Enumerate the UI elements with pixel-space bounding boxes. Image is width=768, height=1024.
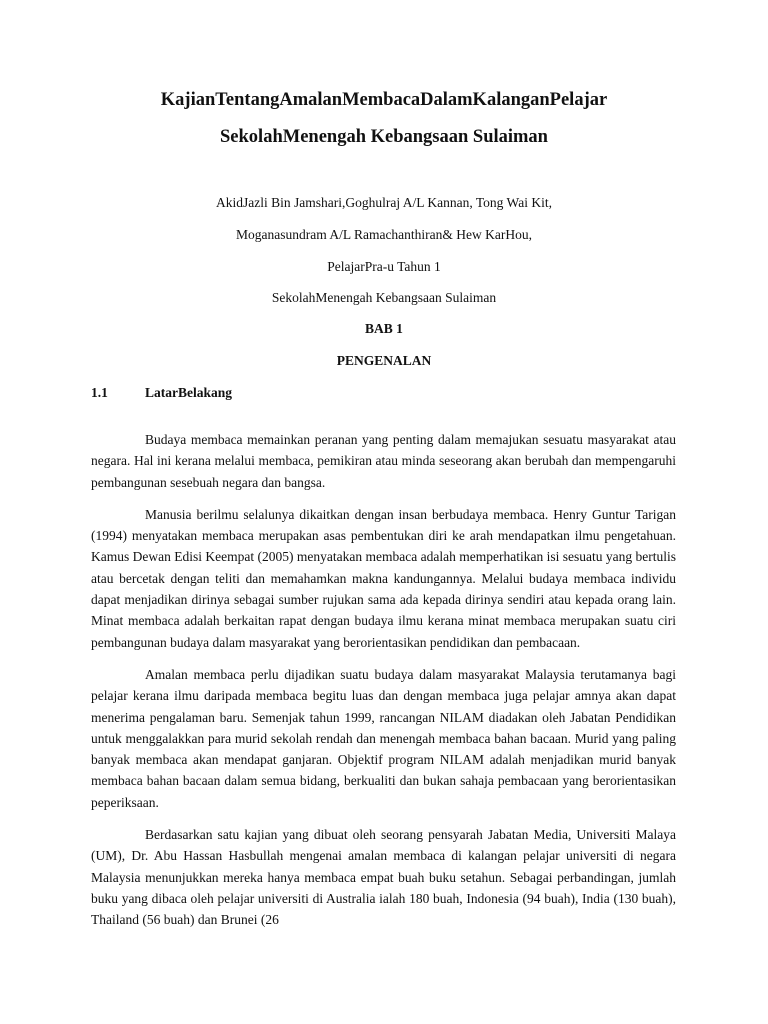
paragraph: Budaya membaca memainkan peranan yang penting dalam memajukan sesuatu masyarakat atau negara. Hal ini kerana melalui membaca, pemikiran atau minda seseorang akan berubah dan mempengaruhi pembangunan sesebuah negara dan bangsa. xyxy=(91,432,676,490)
paragraph: Manusia berilmu selalunya dikaitkan dengan insan berbudaya membaca. Henry Guntur Tarigan (1994) menyatakan membaca merupakan asas pembentukan diri ke arah mendapatkan ilmu pengetahuan. Kamus Dewan Edisi Keempat (2005) menyatakan membaca adalah memperhatikan isi sesuatu yang bertulis atau bercetak dengan teliti dan memahamkan makna kandungannya. Melalui budaya membaca individu dapat menjadikan dirinya sebagai sumber rujukan sama ada kepada dirinya sendiri atau kepada orang lain. Minat membaca adalah berkaitan rapat dengan budaya ilmu kerana minat membaca merupakan suatu ciri pembangunan budaya dalam masyarakat yang berorientasikan pendidikan dan pembacaan. xyxy=(91,506,676,650)
title-line-2: SekolahMenengah Kebangsaan Sulaiman xyxy=(220,127,548,147)
affiliation-line-1: PelajarPra-u Tahun 1 xyxy=(327,259,441,274)
paragraph: Amalan membaca perlu dijadikan suatu budaya dalam masyarakat Malaysia terutamanya bagi pelajar kerana ilmu daripada membaca begitu luas dan dengan membaca juga pelajar amnya akan dapat menerima pengalaman baru. Semenjak tahun 1999, rancangan NILAM diadakan oleh Jabatan Pendidikan untuk menggalakkan para murid sekolah rendah dan menengah membaca bahan bacaan. Murid yang paling banyak membaca akan mendapat ganjaran. Objektif program NILAM adalah menjadikan murid banyak membaca bahan bacaan dalam semua bidang, berkualiti dan bukan sahaja pembacaan yang berorientasikan peperiksaan. xyxy=(91,666,676,810)
authors-line-1: AkidJazli Bin Jamshari,Goghulraj A/L Kannan, Tong Wai Kit, xyxy=(216,195,552,210)
title-line-1: KajianTentangAmalanMembacaDalamKalanganPelajar xyxy=(160,90,608,110)
affiliation-line-2: SekolahMenengah Kebangsaan Sulaiman xyxy=(271,290,497,305)
section-heading xyxy=(91,385,232,401)
chapter-title: PENGENALAN xyxy=(336,353,432,368)
paragraph: Berdasarkan satu kajian yang dibuat oleh seorang pensyarah Jabatan Media, Universiti Malaya (UM), Dr. Abu Hassan Hasbullah mengenai amalan membaca di kalangan pelajar universiti di negara Malaysia menunjukkan mereka hanya membaca empat buah buku setahun. Sebagai perbandingan, jumlah buku yang dibaca oleh pelajar universiti di Australia ialah 180 buah, Indonesia (94 buah), India (130 buah), Thailand (56 buah) dan Brunei (26 xyxy=(91,827,676,928)
section-title: LatarBelakang xyxy=(145,385,233,400)
body-text xyxy=(91,429,676,931)
section-number: 1.1 xyxy=(91,385,108,400)
authors-line-2: Moganasundram A/L Ramachanthiran& Hew KarHou, xyxy=(235,227,533,242)
chapter-label: BAB 1 xyxy=(365,321,403,336)
